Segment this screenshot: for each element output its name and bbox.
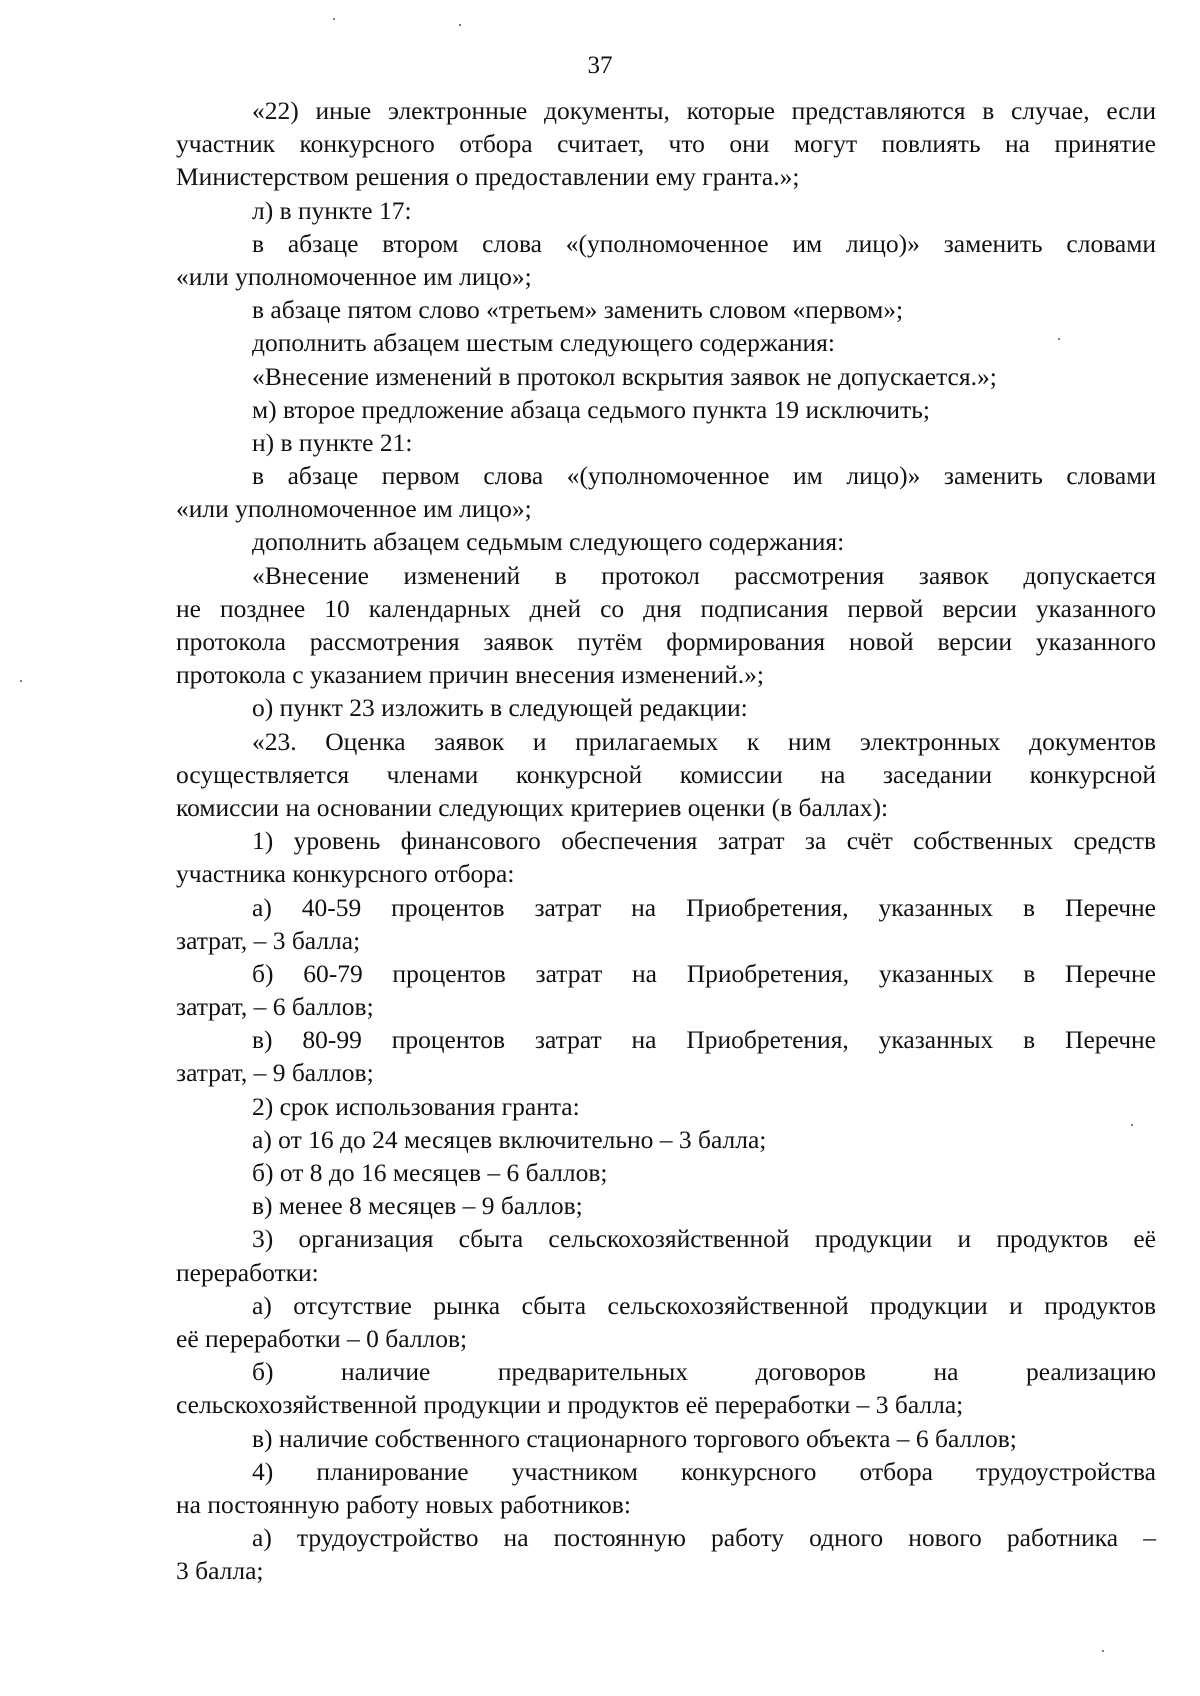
scan-speck [459, 24, 461, 26]
text-line: в абзаце втором слова «(уполномоченное им лицо)» заменить словами [252, 228, 1156, 258]
text-line: в абзаце первом слова «(уполномоченное им лицо)» заменить словами [252, 461, 1156, 491]
text-line: 4) планирование участником конкурсного отбора трудоустройства [252, 1456, 1156, 1486]
text-line: её переработки – 0 баллов; [176, 1323, 468, 1353]
page-number: 37 [587, 52, 613, 79]
text-line: 3 балла; [176, 1556, 264, 1586]
text-line: участник конкурсного отбора считает, что они могут повлиять на принятие [176, 129, 1156, 159]
text-line: дополнить абзацем шестым следующего содержания: [252, 328, 835, 358]
text-line: а) отсутствие рынка сбыта сельскохозяйственной продукции и продуктов [252, 1290, 1156, 1320]
text-line: 1) уровень финансового обеспечения затрат за счёт собственных средств [252, 826, 1156, 856]
text-line: в абзаце пятом слово «третьем» заменить словом «первом»; [252, 295, 904, 325]
text-line: дополнить абзацем седьмым следующего содержания: [252, 527, 845, 557]
scan-speck [1131, 1124, 1133, 1126]
text-line: «или уполномоченное им лицо»; [176, 261, 532, 291]
text-line: «23. Оценка заявок и прилагаемых к ним электронных документов [252, 726, 1156, 756]
text-line: б) от 8 до 16 месяцев – 6 баллов; [252, 1158, 608, 1187]
text-line: «или уполномоченное им лицо»; [176, 494, 532, 524]
text-line: осуществляется членами конкурсной комиссии на заседании конкурсной [176, 759, 1156, 789]
text-line: «Внесение изменений в протокол рассмотрения заявок допускается [252, 560, 1156, 590]
text-line: протокола рассмотрения заявок путём формирования новой версии указанного [176, 627, 1156, 656]
text-line: Министерством решения о предоставлении ему гранта.»; [176, 162, 800, 192]
text-line: н) в пункте 21: [252, 427, 413, 457]
text-line: л) в пункте 17: [252, 195, 412, 225]
text-line: 3) организация сбыта сельскохозяйственной продукции и продуктов её [252, 1224, 1156, 1254]
text-line: сельскохозяйственной продукции и продуктов её переработки – 3 балла; [176, 1390, 964, 1420]
text-line: б) наличие предварительных договоров на реализацию [252, 1357, 1156, 1387]
text-line: комиссии на основании следующих критериев оценки (в баллах): [176, 792, 889, 822]
text-line: 2) срок использования гранта: [252, 1091, 580, 1121]
text-line: затрат, – 9 баллов; [176, 1058, 374, 1088]
text-line: б) 60-79 процентов затрат на Приобретения, указанных в Перечне [252, 958, 1156, 988]
text-line: затрат, – 3 балла; [176, 925, 361, 955]
text-line: протокола с указанием причин внесения изменений.»; [176, 660, 765, 690]
text-line: участника конкурсного отбора: [176, 859, 515, 889]
text-line: а) от 16 до 24 месяцев включительно – 3 балла; [252, 1124, 767, 1154]
scan-speck [333, 18, 335, 20]
text-line: в) менее 8 месяцев – 9 баллов; [252, 1191, 583, 1221]
text-line: а) трудоустройство на постоянную работу одного нового работника – [252, 1523, 1156, 1553]
text-line: не позднее 10 календарных дней со дня подписания первой версии указанного [176, 593, 1156, 623]
document-body [176, 94, 1156, 1587]
scan-speck [1058, 338, 1060, 340]
text-line: в) наличие собственного стационарного торгового объекта – 6 баллов; [252, 1423, 1017, 1453]
text-line: о) пункт 23 изложить в следующей редакции: [252, 693, 748, 723]
text-line: в) 80-99 процентов затрат на Приобретения, указанных в Перечне [252, 1025, 1156, 1055]
text-line: м) второе предложение абзаца седьмого пункта 19 исключить; [252, 394, 930, 424]
text-line: на постоянную работу новых работников: [176, 1489, 631, 1519]
text-line: а) 40-59 процентов затрат на Приобретения, указанных в Перечне [252, 892, 1156, 922]
scan-speck [1102, 1650, 1104, 1652]
text-line: затрат, – 6 баллов; [176, 992, 374, 1022]
text-line: переработки: [176, 1257, 319, 1287]
scan-speck [20, 680, 22, 682]
text-line: «22) иные электронные документы, которые представляются в случае, если [252, 96, 1156, 125]
text-line: «Внесение изменений в протокол вскрытия заявок не допускается.»; [252, 361, 997, 391]
